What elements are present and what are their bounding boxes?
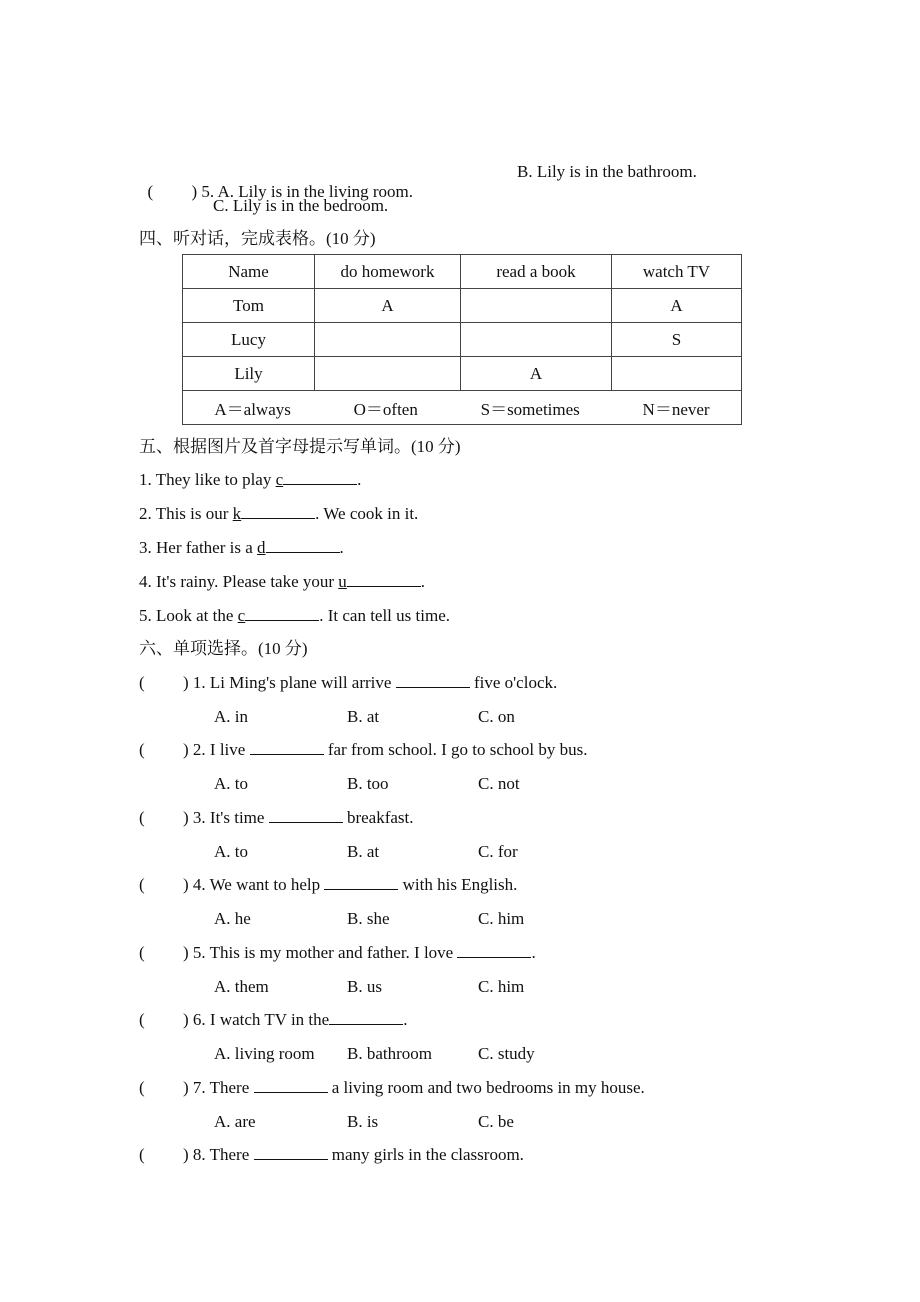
option-c: C. Lily is in the bedroom. xyxy=(213,196,389,215)
option-c: C. not xyxy=(478,774,520,793)
answer-blank[interactable] xyxy=(283,470,357,485)
table-cell xyxy=(461,323,612,357)
answer-paren[interactable]: ( xyxy=(139,808,145,827)
choice-question-6: ( ) 6. I watch TV in the . xyxy=(139,1010,408,1029)
option-a: A. them xyxy=(214,977,269,996)
answer-paren[interactable]: ( xyxy=(139,740,145,759)
fill-item-5: 5. Look at the c . It can tell us time. xyxy=(139,606,450,625)
option-b: B. at xyxy=(347,707,380,726)
option-c: C. study xyxy=(478,1044,535,1063)
section-6-title: 六、单项选择。(10 分) xyxy=(139,639,308,658)
option-b: B. she xyxy=(347,909,390,928)
table-cell: Lucy xyxy=(183,323,315,357)
legend-never: N＝never xyxy=(642,400,710,419)
header-cell: do homework xyxy=(315,255,461,289)
option-a: A. to xyxy=(214,842,248,861)
option-c: C. for xyxy=(478,842,518,861)
fill-item-1: 1. They like to play c . xyxy=(139,470,362,489)
choice-question-2: ( ) 2. I live far from school. I go to school by bus. xyxy=(139,740,588,759)
option-b: B. at xyxy=(347,842,380,861)
answer-paren[interactable]: ( xyxy=(139,673,145,692)
answer-blank[interactable] xyxy=(347,572,421,587)
answer-paren[interactable]: ( xyxy=(147,182,154,201)
table-cell: A xyxy=(315,289,461,323)
option-a: A. he xyxy=(214,909,251,928)
option-b: B. us xyxy=(347,977,382,996)
table-cell: A xyxy=(612,289,742,323)
answer-paren[interactable]: ( xyxy=(139,1010,145,1029)
legend-sometimes: S＝sometimes xyxy=(480,400,580,419)
table-cell: Tom xyxy=(183,289,315,323)
legend-always: A＝always xyxy=(214,400,291,419)
answer-paren[interactable]: ( xyxy=(139,1145,145,1164)
header-cell: read a book xyxy=(461,255,612,289)
option-a: A. Lily is in the living room. xyxy=(217,182,413,201)
table-row xyxy=(183,323,742,357)
choice-question-5: ( ) 5. This is my mother and father. I love . xyxy=(139,943,536,962)
header-cell: watch TV xyxy=(612,255,742,289)
choice-question-8: ( ) 8. There many girls in the classroom. xyxy=(139,1145,524,1164)
answer-blank[interactable] xyxy=(241,504,315,519)
choice-question-7: ( ) 7. There a living room and two bedrooms in my house. xyxy=(139,1078,645,1097)
fill-item-2: 2. This is our k . We cook in it. xyxy=(139,504,419,523)
fill-item-4: 4. It's rainy. Please take your u . xyxy=(139,572,426,591)
listening-question-5: ( ) 5. A. Lily is in the living room. xyxy=(147,182,413,201)
answer-paren[interactable]: ( xyxy=(139,943,145,962)
option-c: C. on xyxy=(478,707,515,726)
table-cell: A xyxy=(461,357,612,391)
table-cell xyxy=(315,357,461,391)
table-row xyxy=(183,357,742,391)
option-c: C. him xyxy=(478,977,525,996)
choice-question-4: ( ) 4. We want to help with his English. xyxy=(139,875,518,894)
option-c: C. be xyxy=(478,1112,514,1131)
answer-blank[interactable] xyxy=(245,606,319,621)
option-c: C. him xyxy=(478,909,525,928)
option-b: B. bathroom xyxy=(347,1044,432,1063)
table-row xyxy=(183,289,742,323)
answer-blank[interactable] xyxy=(266,538,340,553)
table-cell xyxy=(461,289,612,323)
table-cell xyxy=(612,357,742,391)
table-cell: S xyxy=(612,323,742,357)
option-a: A. living room xyxy=(214,1044,315,1063)
fill-item-3: 3. Her father is a d . xyxy=(139,538,344,557)
option-a: A. in xyxy=(214,707,248,726)
option-b: B. is xyxy=(347,1112,379,1131)
table-header-row xyxy=(183,255,742,289)
choice-question-3: ( ) 3. It's time breakfast. xyxy=(139,808,414,827)
answer-paren[interactable]: ( xyxy=(139,875,145,894)
option-b: B. Lily is in the bathroom. xyxy=(517,162,697,181)
header-cell: Name xyxy=(183,255,315,289)
option-b: B. too xyxy=(347,774,389,793)
legend-often: O＝often xyxy=(353,400,418,419)
frequency-table xyxy=(182,254,742,425)
table-cell: Lily xyxy=(183,357,315,391)
option-a: A. are xyxy=(214,1112,256,1131)
choice-question-1: ( ) 1. Li Ming's plane will arrive five o'clock. xyxy=(139,673,558,692)
section-4-title: 四、听对话，完成表格。(10 分) xyxy=(139,229,376,248)
option-a: A. to xyxy=(214,774,248,793)
table-cell xyxy=(315,323,461,357)
legend-row xyxy=(183,391,742,425)
section-5-title: 五、根据图片及首字母提示写单词。(10 分) xyxy=(139,437,461,456)
answer-paren[interactable]: ( xyxy=(139,1078,145,1097)
